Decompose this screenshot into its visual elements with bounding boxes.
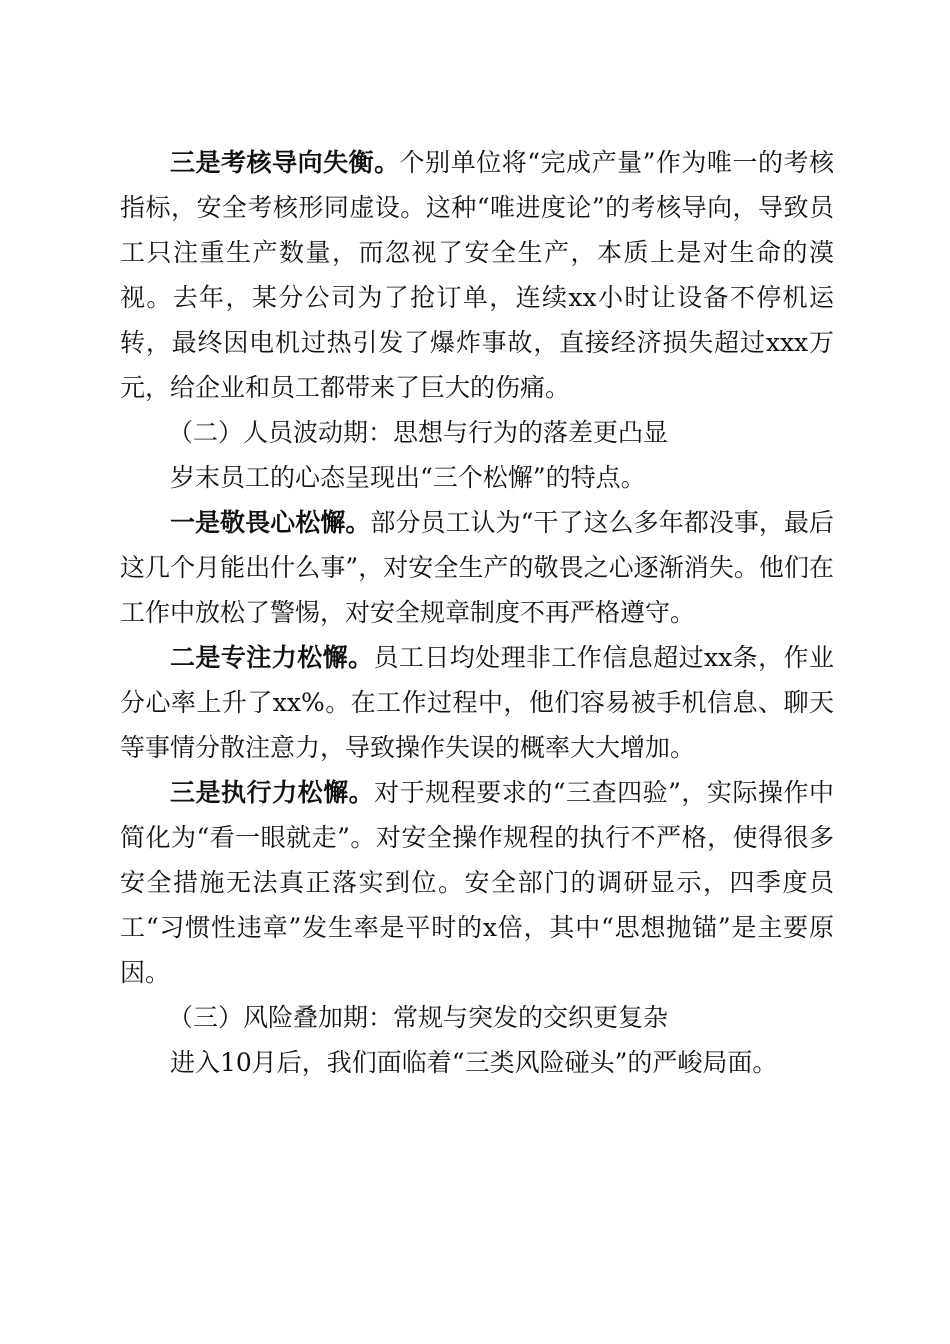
paragraph-lead: 三是执行力松懈。 [170, 778, 375, 807]
paragraph-focus-slack [120, 635, 834, 770]
paragraph-three-slack: 岁末员工的心态呈现出“三个松懈”的特点。 [170, 463, 646, 492]
section-heading-3: （三）风险叠加期：常规与突发的交织更复杂 [168, 1003, 669, 1032]
paragraph-three-risks: 进入10月后，我们面临着“三类风险碰头”的严峻局面。 [170, 1048, 778, 1077]
document-body [120, 140, 834, 1085]
paragraph-awe-slack [120, 500, 834, 635]
paragraph-lead: 一是敬畏心松懈。 [170, 508, 371, 537]
paragraph-execution-slack [120, 770, 834, 995]
paragraph-lead: 三是考核导向失衡。 [170, 148, 400, 177]
paragraph-text: 个别单位将“完成产量”作为唯一的考核指标，安全考核形同虚设。这种“唯进度论”的考核导向，导致员工只注重生产数量，而忽视了安全生产，本质上是对生命的漠视。去年，某分公司为了抢订单，连续xx小时让设备不停机运转，最终因电机过热引发了爆炸事故，直接经济损失超过xxx万元，给企业和员工都带来了巨大的伤痛。 [120, 148, 834, 402]
paragraph-text: 员工日均处理非工作信息超过xx条，作业分心率上升了xx%。在工作过程中，他们容易被手机信息、聊天等事情分散注意力，导致操作失误的概率大大增加。 [120, 643, 834, 762]
paragraph-lead: 二是专注力松懈。 [170, 643, 374, 672]
section-heading-2: （二）人员波动期：思想与行为的落差更凸显 [168, 418, 669, 447]
paragraph-text: 部分员工认为“干了这么多年都没事，最后这几个月能出什么事”，对安全生产的敬畏之心逐渐消失。他们在工作中放松了警惕，对安全规章制度不再严格遵守。 [120, 508, 834, 627]
paragraph-assessment-imbalance [120, 140, 834, 410]
paragraph-text: 对于规程要求的“三查四验”，实际操作中简化为“看一眼就走”。对安全操作规程的执行不严格，使得很多安全措施无法真正落实到位。安全部门的调研显示，四季度员工“习惯性违章”发生率是平时的x倍，其中“思想抛锚”是主要原因。 [120, 778, 834, 987]
